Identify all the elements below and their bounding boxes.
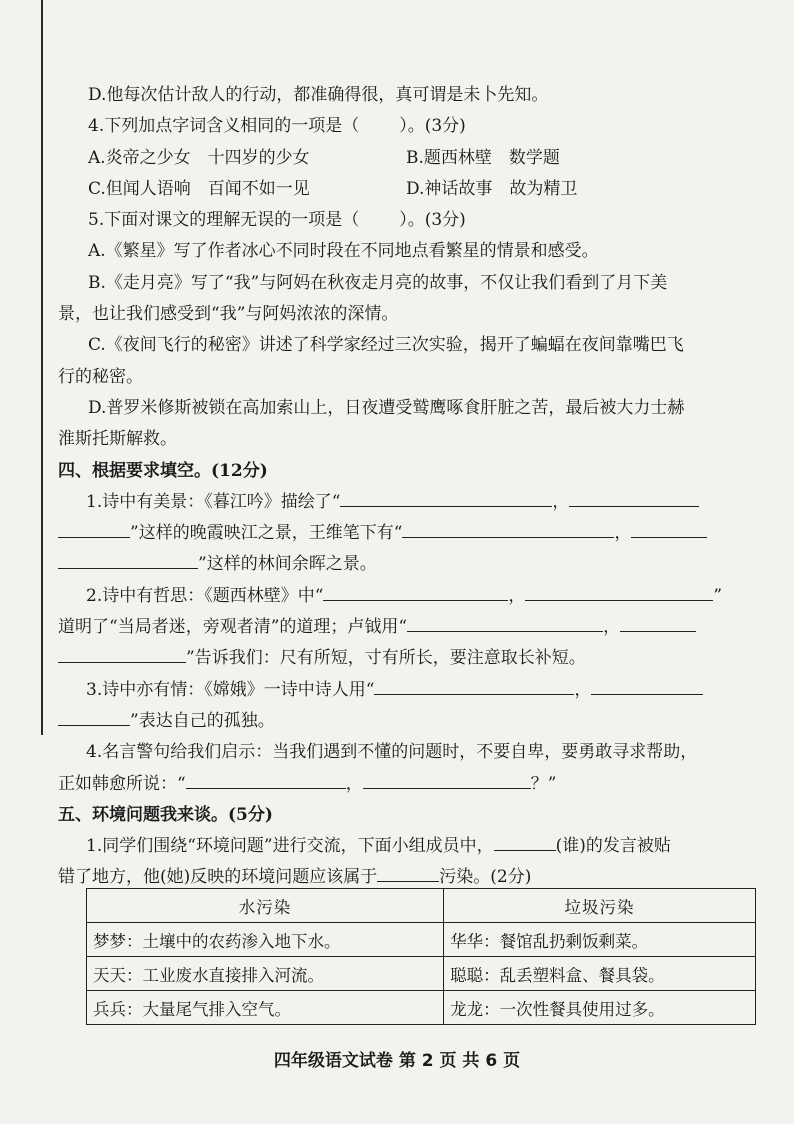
table-header-row xyxy=(87,889,756,923)
s4-q3-line1: 3.诗中亦有情：《嫦娥》一诗中诗人用“ ， xyxy=(58,675,764,706)
section5-title: 五、环境问题我来谈。(5分) xyxy=(58,804,273,825)
environment-table xyxy=(86,888,756,1025)
table-cell: 兵兵：大量尾气排入空气。 xyxy=(87,991,444,1025)
table-cell: 梦梦：土壤中的农药渗入地下水。 xyxy=(87,923,444,957)
s5-q1-line1: 1.同学们围绕“环境问题”进行交流，下面小组成员中， (谁)的发言被贴 xyxy=(58,831,764,862)
section4-title: 四、根据要求填空。(12分) xyxy=(58,460,268,481)
s4-q2-line3: ”告诉我们：尺有所短，寸有所长，要注意取长补短。 xyxy=(58,643,764,674)
table-cell: 龙龙：一次性餐具使用过多。 xyxy=(444,991,756,1025)
table-cell: 华华：餐馆乱扔剩饭剩菜。 xyxy=(444,923,756,957)
fill-blank[interactable] xyxy=(186,770,346,789)
s4-q2-line1: 2.诗中有哲思：《题西林壁》中“ ， ” xyxy=(58,581,764,612)
binding-line xyxy=(41,0,43,735)
s4-q3-line2: ”表达自己的孤独。 xyxy=(58,706,764,737)
fill-blank[interactable] xyxy=(591,676,703,695)
table-cell: 天天：工业废水直接排入河流。 xyxy=(87,957,444,991)
s4-q4-line1: 4.名言警句给我们启示：当我们遇到不懂的问题时，不要自卑，要勇敢寻求帮助， xyxy=(86,742,698,763)
table-row xyxy=(87,923,756,957)
fill-blank[interactable] xyxy=(340,488,552,507)
q5-option-c-line2: 行的秘密。 xyxy=(58,366,143,387)
s4-q2-line2: 道明了“当局者迷，旁观者清”的道理；卢钺用“ ， xyxy=(58,612,764,643)
page-footer: 四年级语文试卷 第 2 页 共 6 页 xyxy=(273,1051,521,1071)
q4-option-a: A.炎帝之少女 十四岁的少女 xyxy=(88,147,310,168)
q5-option-b-line2: 景，也让我们感受到“我”与阿妈浓浓的深情。 xyxy=(58,304,399,325)
fill-blank[interactable] xyxy=(58,519,130,538)
header-garbage-pollution: 垃圾污染 xyxy=(444,889,756,923)
fill-blank[interactable] xyxy=(494,832,556,851)
q4-option-b: B.题西林壁 数学题 xyxy=(406,147,560,168)
fill-blank[interactable] xyxy=(402,519,614,538)
s4-q4-line2: 正如韩愈所说：“ ， ？” xyxy=(58,769,764,800)
q4-options-row1 xyxy=(58,143,764,174)
fill-blank[interactable] xyxy=(569,488,699,507)
q4-option-d: D.神话故事 故为精卫 xyxy=(406,178,578,199)
table-cell: 聪聪：乱丢塑料盒、餐具袋。 xyxy=(444,957,756,991)
fill-blank[interactable] xyxy=(525,582,713,601)
s5-q1-line2: 错了地方，他(她)反映的环境问题应该属于 污染。(2分) xyxy=(58,862,764,893)
table-row xyxy=(87,957,756,991)
fill-blank[interactable] xyxy=(58,707,130,726)
fill-blank[interactable] xyxy=(323,582,508,601)
q3-option-d: D.他每次估计敌人的行动，都准确得很，真可谓是未卜先知。 xyxy=(88,85,549,105)
fill-blank[interactable] xyxy=(631,519,707,538)
q4-option-c: C.但闻人语响 百闻不如一见 xyxy=(88,178,310,199)
fill-blank[interactable] xyxy=(620,613,696,632)
fill-blank[interactable] xyxy=(58,550,198,569)
fill-blank[interactable] xyxy=(363,770,531,789)
header-water-pollution: 水污染 xyxy=(87,889,444,923)
q5-option-b-line1: B.《走月亮》写了“我”与阿妈在秋夜走月亮的故事，不仅让我们看到了月下美 xyxy=(88,272,668,293)
fill-blank[interactable] xyxy=(374,676,574,695)
q5-option-d-line2: 淮斯托斯解救。 xyxy=(58,429,177,450)
q5-option-d-line1: D.普罗米修斯被锁在高加索山上，日夜遭受鹫鹰啄食肝脏之苦，最后被大力士赫 xyxy=(88,397,685,418)
s4-q1-line1: 1.诗中有美景：《暮江吟》描绘了“ ， xyxy=(58,487,764,518)
s4-q1-line2: ”这样的晚霞映江之景，王维笔下有“ ， xyxy=(58,518,764,549)
fill-blank[interactable] xyxy=(377,863,439,882)
table-row xyxy=(87,991,756,1025)
exam-page xyxy=(58,80,764,894)
q5-option-c-line1: C.《夜间飞行的秘密》讲述了科学家经过三次实验，揭开了蝙蝠在夜间靠嘴巴飞 xyxy=(88,335,684,356)
q4-options-row2 xyxy=(58,174,764,205)
s4-q1-line3: ”这样的林间余晖之景。 xyxy=(58,549,764,580)
fill-blank[interactable] xyxy=(58,644,186,663)
q5-option-a: A.《繁星》写了作者冰心不同时段在不同地点看繁星的情景和感受。 xyxy=(88,241,599,262)
q4-stem: 4.下列加点字词含义相同的一项是（ ）。(3分) xyxy=(88,116,466,137)
fill-blank[interactable] xyxy=(407,613,603,632)
q5-stem: 5.下面对课文的理解无误的一项是（ ）。(3分) xyxy=(88,210,466,231)
